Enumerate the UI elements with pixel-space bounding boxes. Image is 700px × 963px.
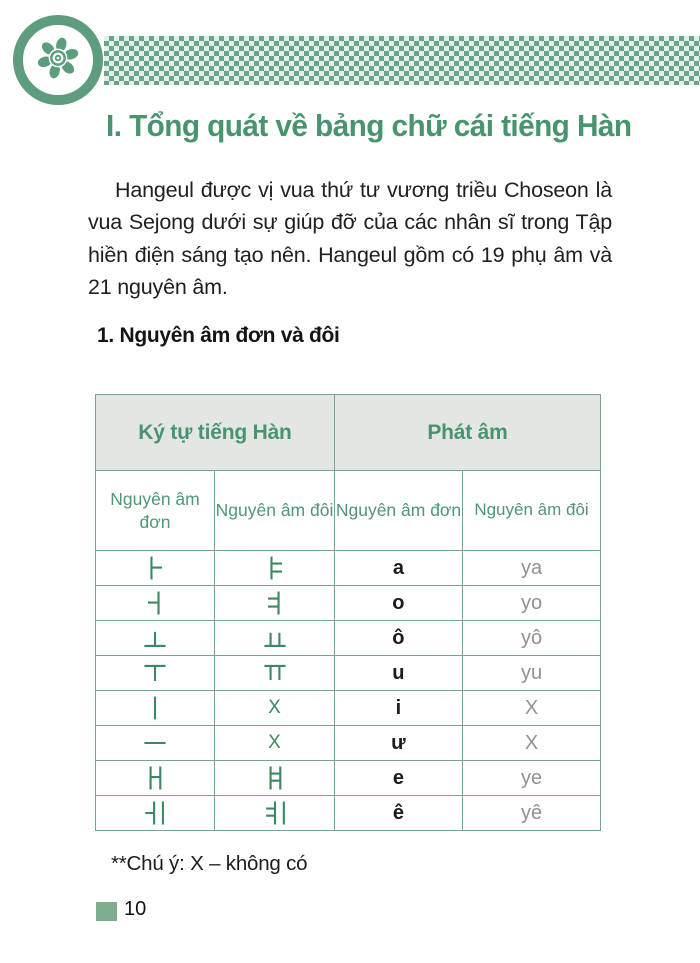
hangul-single-cell	[96, 551, 215, 586]
table-row	[96, 656, 601, 691]
none-marker: X	[268, 732, 281, 753]
hangul-double-cell	[215, 586, 335, 621]
hangul-jamo-glyph	[140, 588, 170, 618]
vowel-table-body	[96, 551, 601, 831]
hangul-single-cell	[96, 586, 215, 621]
hangul-jamo-glyph	[140, 763, 170, 793]
hangul-single-cell	[96, 656, 215, 691]
subheader-single-vowel-korean: Nguyên âm đơn	[96, 471, 215, 551]
note-text: **Chú ý: X – không có	[111, 852, 308, 875]
subheader-single-vowel-pron: Nguyên âm đơn	[335, 471, 463, 551]
hangul-double-cell	[215, 621, 335, 656]
none-marker: X	[268, 697, 281, 718]
section-heading: 1. Nguyên âm đơn và đôi	[97, 324, 340, 347]
pronunciation-double-cell: X	[463, 726, 601, 761]
header-checker-band	[104, 36, 700, 85]
pronunciation-double-cell: ya	[463, 551, 601, 586]
hangul-jamo-glyph	[260, 798, 290, 828]
pronunciation-single-cell: a	[335, 551, 463, 586]
page-number: 10	[124, 898, 147, 920]
table-row	[96, 726, 601, 761]
hangul-single-cell	[96, 761, 215, 796]
hangul-jamo-glyph	[260, 658, 290, 688]
pronunciation-single-cell: e	[335, 761, 463, 796]
table-row	[96, 586, 601, 621]
flower-icon	[35, 35, 81, 86]
hangul-jamo-glyph	[260, 623, 290, 653]
pronunciation-double-cell: yo	[463, 586, 601, 621]
pronunciation-single-cell: ê	[335, 796, 463, 831]
header-pronunciation: Phát âm	[335, 395, 601, 471]
hangul-jamo-glyph	[140, 658, 170, 688]
page-marker-square	[96, 902, 117, 921]
hangul-single-cell	[96, 691, 215, 726]
intro-paragraph: Hangeul được vị vua thứ tư vương triều Choseon là vua Sejong dưới sự giúp đỡ của các nhân sĩ trong Tập hiền điện sáng tạo nên. Hangeul gồm có 19 phụ âm và 21 nguyên âm.	[88, 178, 612, 299]
pronunciation-double-cell: yu	[463, 656, 601, 691]
pronunciation-double-cell: yô	[463, 621, 601, 656]
hangul-double-cell	[215, 761, 335, 796]
table-group-header-row	[96, 395, 601, 471]
header-korean-characters: Ký tự tiếng Hàn	[96, 395, 335, 471]
pronunciation-single-cell: u	[335, 656, 463, 691]
hangul-single-cell	[96, 796, 215, 831]
table-row	[96, 621, 601, 656]
hangul-double-cell	[215, 726, 335, 761]
pronunciation-single-cell: ô	[335, 621, 463, 656]
subheader-double-vowel-pron: Nguyên âm đôi	[463, 471, 601, 551]
pronunciation-single-cell: i	[335, 691, 463, 726]
hangul-jamo-glyph	[260, 553, 290, 583]
hangul-single-cell	[96, 726, 215, 761]
page-title: I. Tổng quát về bảng chữ cái tiếng Hàn	[106, 108, 632, 143]
pronunciation-double-cell: X	[463, 691, 601, 726]
hangul-jamo-glyph	[140, 798, 170, 828]
table-subheader-row	[96, 471, 601, 551]
table-row	[96, 796, 601, 831]
hangul-double-cell	[215, 656, 335, 691]
hangul-double-cell	[215, 691, 335, 726]
hangul-double-cell	[215, 551, 335, 586]
pronunciation-single-cell: ư	[335, 726, 463, 761]
hangul-jamo-glyph	[140, 693, 170, 723]
hangul-jamo-glyph	[260, 763, 290, 793]
logo-badge	[13, 15, 103, 105]
hangul-jamo-glyph	[140, 623, 170, 653]
hangul-jamo-glyph	[140, 728, 170, 758]
subheader-double-vowel-korean: Nguyên âm đôi	[215, 471, 335, 551]
table-row	[96, 551, 601, 586]
hangul-double-cell	[215, 796, 335, 831]
hangul-single-cell	[96, 621, 215, 656]
vowel-table	[95, 394, 601, 831]
pronunciation-double-cell: yê	[463, 796, 601, 831]
pronunciation-double-cell: ye	[463, 761, 601, 796]
hangul-jamo-glyph	[260, 588, 290, 618]
table-row	[96, 691, 601, 726]
table-row	[96, 761, 601, 796]
pronunciation-single-cell: o	[335, 586, 463, 621]
hangul-jamo-glyph	[140, 553, 170, 583]
